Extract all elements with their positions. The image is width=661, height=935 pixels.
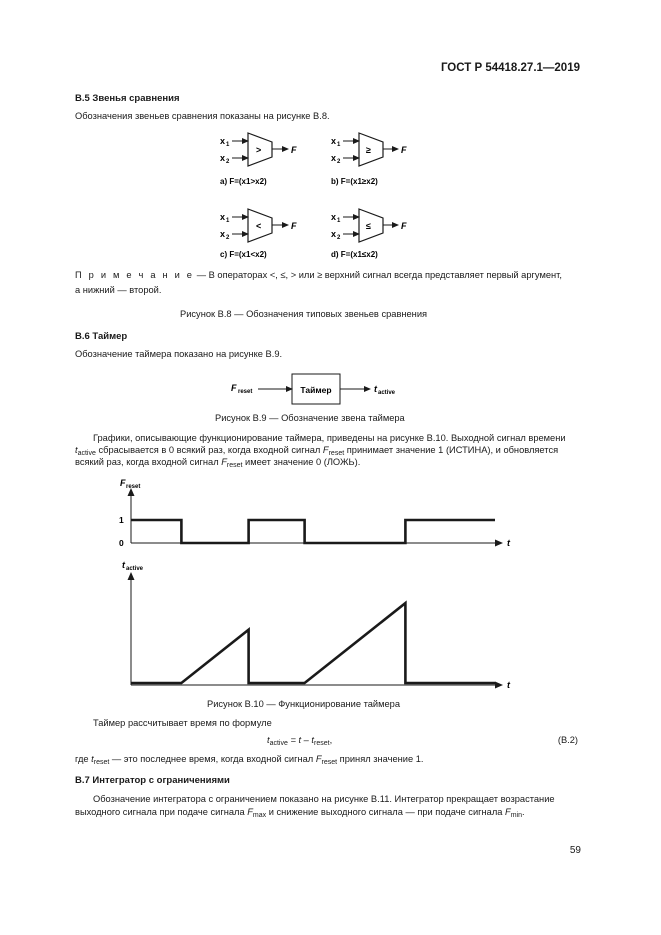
comparator-ge xyxy=(331,133,407,186)
formula: $t_{active} = t - t_{reset}$, xyxy=(267,735,333,747)
note-line2: а нижний — второй. xyxy=(75,285,162,295)
paragraph-line3: всякий раз, когда входной сигнал $F_{reset}$ имеет значение 0 (ЛОЖЬ). xyxy=(75,457,361,469)
paragraph-b6-intro: Обозначение таймера показано на рисунке В.9. xyxy=(75,349,283,359)
svg-text:2: 2 xyxy=(226,159,230,165)
svg-text:reset: reset xyxy=(238,389,253,395)
svg-text:active: active xyxy=(126,566,144,572)
standard-number: ГОСТ Р 54418.27.1—2019 xyxy=(440,62,580,74)
comparator-le xyxy=(331,209,407,259)
section-heading-b5: В.5 Звенья сравнения xyxy=(75,93,180,104)
svg-text:x: x xyxy=(220,212,226,222)
page-number: 59 xyxy=(569,845,581,856)
comparator-gt xyxy=(220,133,297,186)
svg-text:x: x xyxy=(331,212,337,222)
freset-series-line xyxy=(131,520,495,543)
comparator-label-a: а) F=(x1>x2) xyxy=(220,177,267,186)
paragraph-line2: $t_{active}$ сбрасывается в 0 всякий раз, когда входной сигнал $F_{reset}$ принимает значение 1 (ИСТИНА), и обновляется xyxy=(75,445,559,457)
comparator-figure xyxy=(210,128,410,259)
paragraph-line1: Графики, описывающие функционирование таймера, приведены на рисунке В.10. Выходной сигнал времени xyxy=(93,433,566,443)
timer-graphs xyxy=(110,475,520,695)
paragraph-b5-intro: Обозначения звеньев сравнения показаны на рисунке В.8. xyxy=(75,111,330,121)
svg-text:>: > xyxy=(256,145,262,155)
svg-text:x: x xyxy=(220,136,226,146)
svg-text:x: x xyxy=(331,136,337,146)
svg-text:x: x xyxy=(331,153,337,163)
comparator-lt xyxy=(220,209,297,259)
svg-text:<: < xyxy=(256,221,262,231)
bottom-x-label: t xyxy=(507,680,510,690)
svg-text:≥: ≥ xyxy=(366,145,371,155)
timer-block-label: Таймер xyxy=(300,385,332,395)
top-y-label: F xyxy=(120,478,126,488)
svg-text:1: 1 xyxy=(337,142,341,148)
tick-one: 1 xyxy=(119,515,124,525)
svg-text:2: 2 xyxy=(337,235,341,241)
note-word: П р и м е ч а н и е xyxy=(75,270,195,280)
svg-text:2: 2 xyxy=(337,159,341,165)
svg-text:F: F xyxy=(291,145,297,155)
svg-text:2: 2 xyxy=(226,235,230,241)
b7-line2: выходного сигнала при подаче сигнала $F_{max}$ и снижение выходного сигнала — при подаче сигнала $F_{min}$. xyxy=(75,807,525,819)
svg-text:1: 1 xyxy=(226,142,230,148)
comparator-label-b: b) F=(x1≥x2) xyxy=(331,177,378,186)
timer-figure xyxy=(228,368,418,408)
section-heading-b7: В.7 Интегратор с ограничениями xyxy=(75,775,230,786)
svg-text:t: t xyxy=(374,384,377,394)
formula-where: где $t_{reset}$ — это последнее время, когда входной сигнал $F_{reset}$ принял значение 1. xyxy=(75,754,424,766)
svg-text:F: F xyxy=(401,221,407,231)
bottom-y-label: t xyxy=(122,560,125,570)
tick-zero: 0 xyxy=(119,538,124,548)
tactive-series-line xyxy=(131,603,495,683)
svg-text:reset: reset xyxy=(126,484,141,490)
svg-text:1: 1 xyxy=(337,218,341,224)
figure-caption-b9: Рисунок В.9 — Обозначение звена таймера xyxy=(215,413,405,423)
svg-text:F: F xyxy=(291,221,297,231)
formula-number: (В.2) xyxy=(557,735,578,745)
svg-text:F: F xyxy=(401,145,407,155)
figure-caption-b10: Рисунок В.10 — Функционирование таймера xyxy=(207,699,401,709)
svg-text:F: F xyxy=(231,383,237,393)
section-heading-b6: В.6 Таймер xyxy=(75,331,128,342)
comparator-label-c: c) F=(x1<x2) xyxy=(220,250,267,259)
svg-text:x: x xyxy=(220,229,226,239)
svg-text:x: x xyxy=(331,229,337,239)
figure-caption-b8: Рисунок В.8 — Обозначения типовых звеньев сравнения xyxy=(180,309,428,319)
note xyxy=(75,270,562,280)
b7-line1: Обозначение интегратора с ограничением показано на рисунке В.11. Интегратор прекращает возрастание xyxy=(93,794,555,804)
formula-intro: Таймер рассчитывает время по формуле xyxy=(93,718,272,728)
svg-text:≤: ≤ xyxy=(366,221,371,231)
svg-text:x: x xyxy=(220,153,226,163)
note-text: — В операторах <, ≤, > или ≥ верхний сигнал всегда представляет первый аргумент, xyxy=(194,270,562,280)
svg-text:1: 1 xyxy=(226,218,230,224)
top-x-label: t xyxy=(507,538,510,548)
comparator-label-d: d) F=(x1≤x2) xyxy=(331,250,378,259)
svg-text:active: active xyxy=(378,390,396,396)
